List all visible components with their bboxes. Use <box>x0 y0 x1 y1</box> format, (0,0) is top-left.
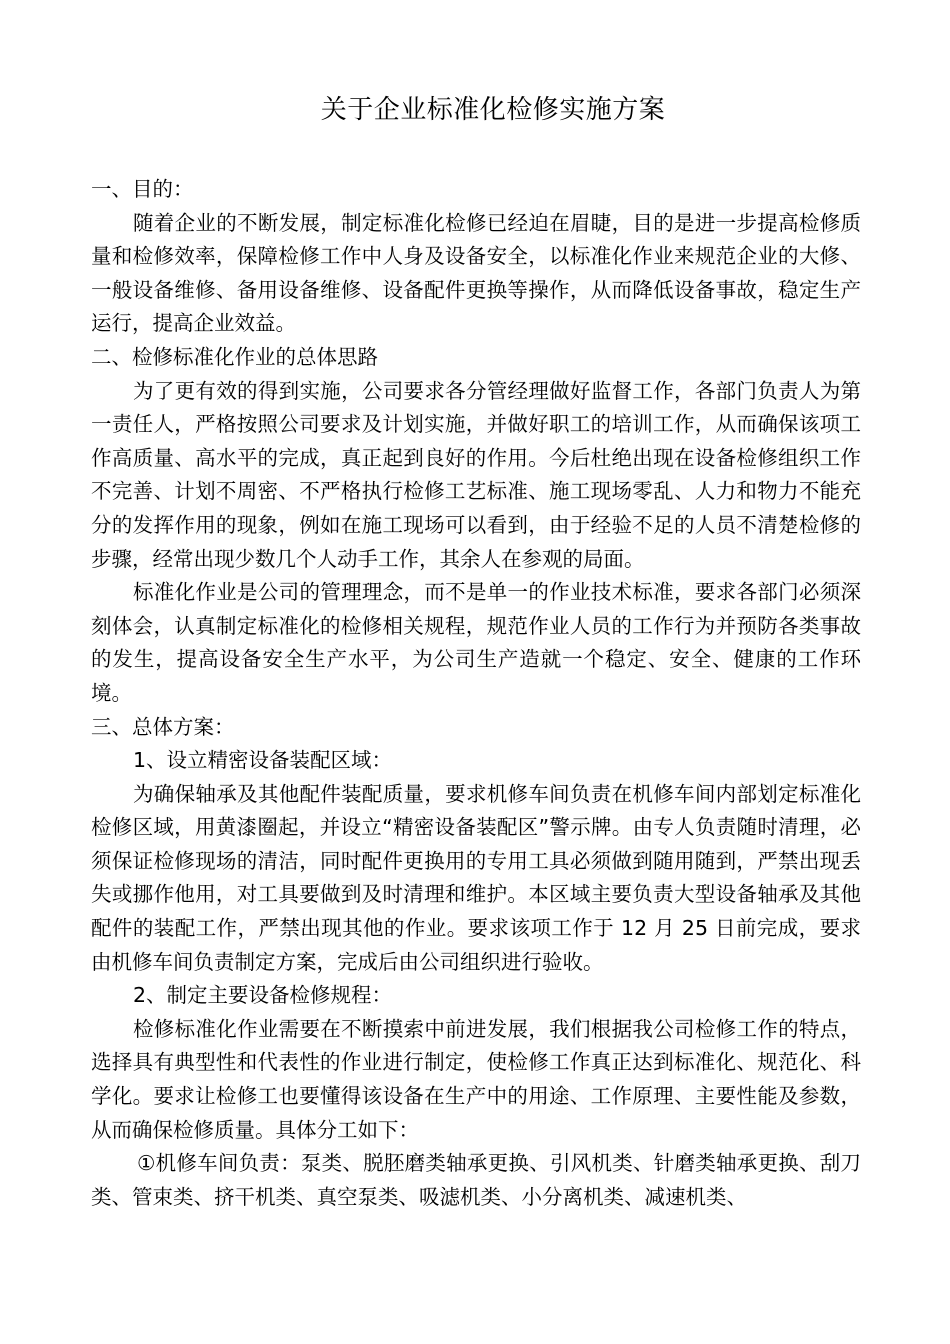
subheading-maintenance-rules: 2、制定主要设备检修规程： <box>133 983 393 1008</box>
section-heading-plan: 三、总体方案： <box>91 714 235 739</box>
document-body <box>91 173 861 1214</box>
document-title: 关于企业标准化检修实施方案 <box>320 95 666 125</box>
paragraph-maintenance-rules: 检修标准化作业需要在不断摸索中前进发展，我们根据我公司检修工作的特点，选择具有典型性和代表性的作业进行制定，使检修工作真正达到标准化、规范化、科学化。要求让检修工也要懂得该设备在生产中的用途、工作原理、主要性能及参数，从而确保检修质量。具体分工如下： <box>91 1016 861 1142</box>
section-heading-purpose: 一、目的： <box>91 177 194 201</box>
section-heading-approach: 二、检修标准化作业的总体思路 <box>91 344 378 369</box>
paragraph-purpose: 随着企业的不断发展，制定标准化检修已经迫在眉睫，目的是进一步提高检修质量和检修效率，保障检修工作中人身及设备安全，以标准化作业来规范企业的大修、一般设备维修、备用设备维修、设备配件更换等操作，从而降低设备事故，稳定生产运行，提高企业效益。 <box>91 210 861 336</box>
paragraph-approach-1: 为了更有效的得到实施，公司要求各分管经理做好监督工作，各部门负责人为第一责任人，严格按照公司要求及计划实施，并做好职工的培训工作，从而确保该项工作高质量、高水平的完成，真正起到良好的作用。今后杜绝出现在设备检修组织工作不完善、计划不周密、不严格执行检修工艺标准、施工现场零乱、人力和物力不能充分的发挥作用的现象，例如在施工现场可以看到，由于经验不足的人员不清楚检修的步骤，经常出现少数几个人动手工作，其余人在参观的局面。 <box>91 378 861 571</box>
paragraph-approach-2: 标准化作业是公司的管理理念，而不是单一的作业技术标准，要求各部门必须深刻体会，认真制定标准化的检修相关规程，规范作业人员的工作行为并预防各类事故的发生，提高设备安全生产水平，为公司生产造就一个稳定、安全、健康的工作环境。 <box>91 580 861 705</box>
paragraph-precision-area: 为确保轴承及其他配件装配质量，要求机修车间负责在机修车间内部划定标准化检修区域，用黄漆圈起，并设立“精密设备装配区”警示牌。由专人负责随时清理，必须保证检修现场的清洁，同时配件更换用的专用工具必须做到随用随到，严禁出现丢失或挪作他用，对工具要做到及时清理和维护。本区域主要负责大型设备轴承及其他配件的装配工作，严禁出现其他的作业。要求该项工作于 12 月 25 日前完成，要求由机修车间负责制定方案，完成后由公司组织进行验收。 <box>91 781 861 974</box>
subheading-precision-area: 1、设立精密设备装配区域： <box>133 748 393 773</box>
list-item-workshop-duty: ①机修车间负责：泵类、脱胚磨类轴承更换、引风机类、针磨类轴承更换、刮刀类、管束类、挤干机类、真空泵类、吸滤机类、小分离机类、减速机类、 <box>91 1151 861 1209</box>
